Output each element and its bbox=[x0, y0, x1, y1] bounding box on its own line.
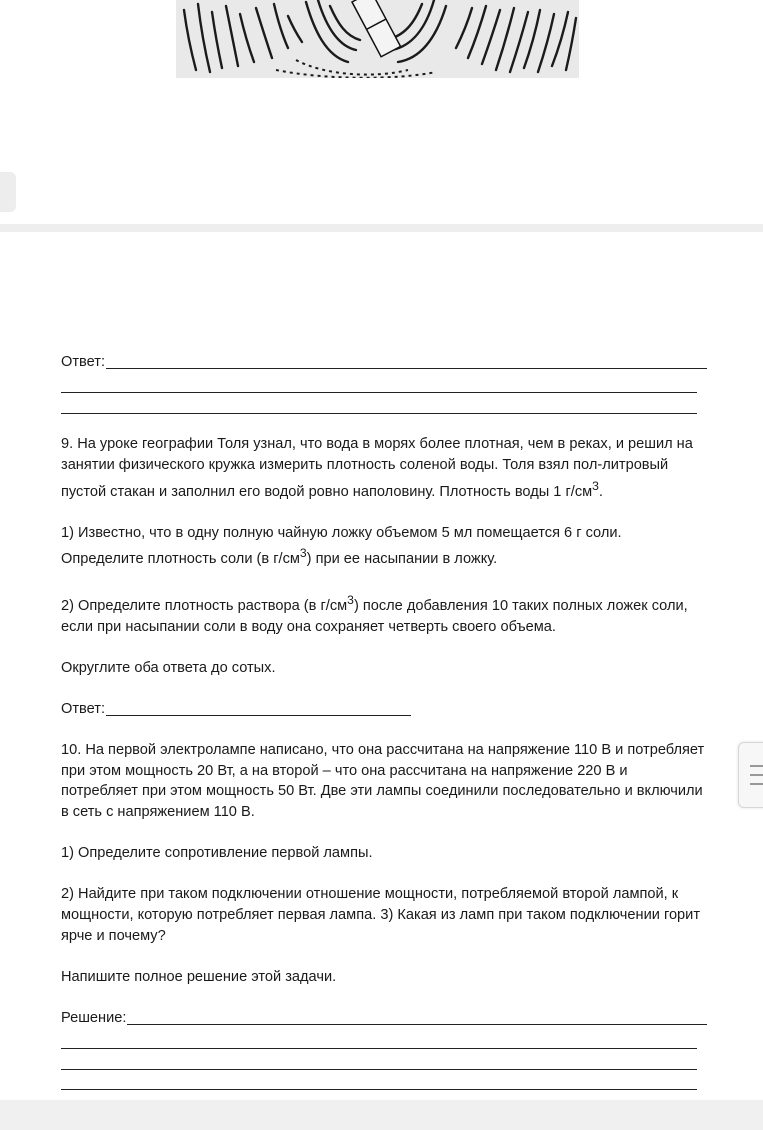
solution-ruled-line[interactable] bbox=[61, 1070, 697, 1091]
viewer-menu-handle[interactable] bbox=[738, 742, 763, 808]
answer-label: Ответ: bbox=[61, 701, 105, 718]
answer-line-9[interactable] bbox=[61, 699, 707, 720]
worksheet-page bbox=[61, 352, 707, 1090]
answer-ruled-line[interactable] bbox=[61, 393, 697, 414]
solution-blank[interactable] bbox=[127, 1024, 707, 1025]
answer-blank[interactable] bbox=[106, 368, 707, 369]
solution-ruled-line[interactable] bbox=[61, 1049, 697, 1070]
solution-line[interactable] bbox=[61, 1008, 707, 1029]
answer-line-prev[interactable] bbox=[61, 352, 707, 373]
problem-9-note: Округлите оба ответа до сотых. bbox=[61, 659, 276, 676]
problem-9-statement: 9. На уроке географии Толя узнал, что вода в морях более плотная, чем в реках, и решил на занятии физического кружка измерить плотность соленой воды. Толя взял пол-литровый пустой стакан и заполнил его водой ровно наполовину. Плотность воды 1 $г/см^3$. bbox=[61, 436, 693, 500]
viewer-side-tab[interactable] bbox=[0, 172, 16, 212]
answer-ruled-line[interactable] bbox=[61, 373, 697, 394]
field-lines-drawing bbox=[176, 0, 579, 78]
answer-label: Ответ: bbox=[61, 354, 105, 370]
answer-blank[interactable] bbox=[106, 715, 411, 716]
problem-10-statement: 10. На первой электролампе написано, что она рассчитана на напряжение 110 В и потребляет при этом мощность 20 Вт, а на второй – что она рассчитана на напряжение 220 В и потребляет при этом мощность 50 Вт. Две эти лампы соединили последовательно и включили в сеть с напряжением 110 В. bbox=[61, 742, 705, 821]
solution-label: Решение: bbox=[61, 1009, 127, 1026]
problem-9-question-1: 1) Известно, что в одну полную чайную ложку объемом 5 мл помещается 6 г соли. Определите плотность соли (в $г/см^3$) при ее насыпании в ложку. bbox=[61, 524, 622, 568]
problem-10-instruction: Напишите полное решение этой задачи. bbox=[61, 968, 337, 985]
magnetic-field-figure bbox=[176, 0, 579, 78]
page-bottom-gap bbox=[0, 1100, 763, 1130]
problem-9-question-2: 2) Определите плотность раствора (в $г/см^3$) после добавления 10 таких полных ложек соли, если при насыпании соли в воду она сохраняет четверть своего объема. bbox=[61, 593, 688, 635]
problem-10-questions-2-3: 2) Найдите при таком подключении отношение мощности, потребляемой второй лампой, к мощности, которую потребляет первая лампа. 3) Какая из ламп при таком подключении горит ярче и почему? bbox=[61, 886, 701, 944]
solution-ruled-line[interactable] bbox=[61, 1029, 697, 1050]
page-separator bbox=[0, 224, 763, 232]
problem-10-question-1: 1) Определите сопротивление первой лампы. bbox=[61, 845, 373, 862]
